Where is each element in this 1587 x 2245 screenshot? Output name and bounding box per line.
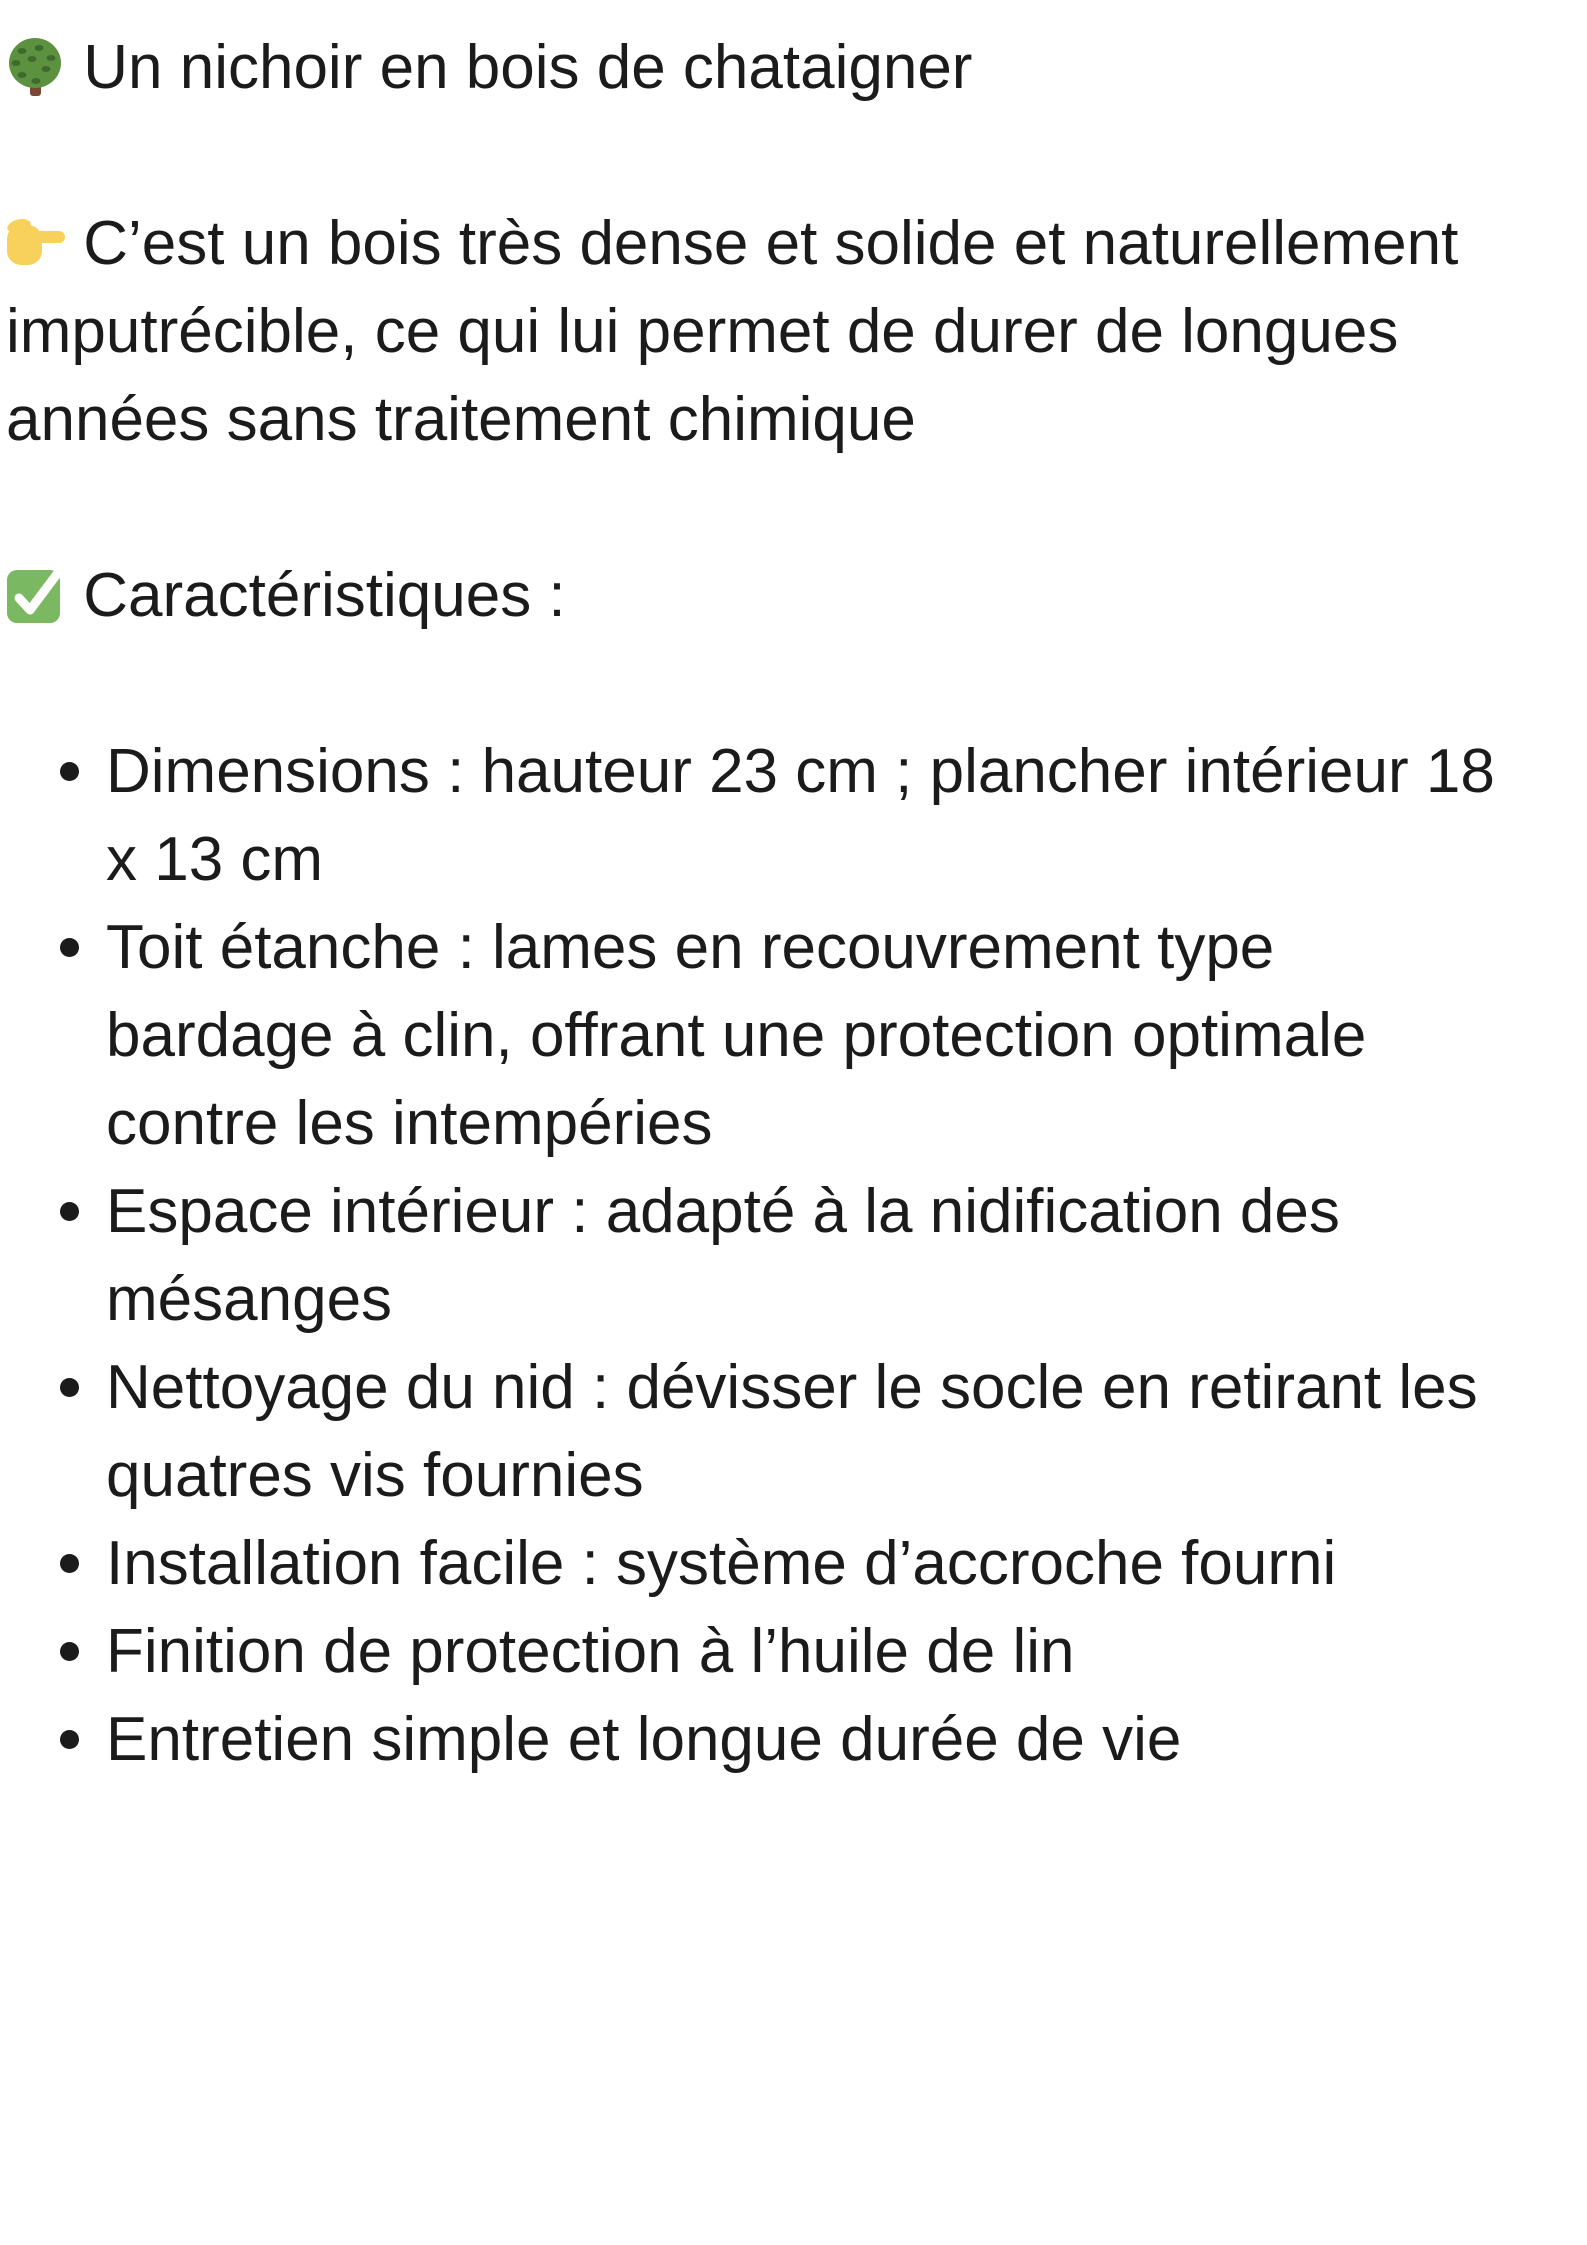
backhand-index-pointing-right-icon: [6, 213, 66, 273]
feature-item: Dimensions : hauteur 23 cm ; plancher intérieur 18 x 13 cm: [106, 728, 1510, 904]
page-title-text: Un nichoir en bois de chataigner: [83, 33, 973, 102]
feature-item: Espace intérieur : adapté à la nidification des mésanges: [106, 1168, 1510, 1344]
page-title: [6, 24, 1510, 112]
features-heading-text: Caractéristiques :: [83, 561, 566, 630]
feature-item: Entretien simple et longue durée de vie: [106, 1696, 1510, 1784]
tree-icon: [6, 37, 66, 97]
intro-paragraph: [6, 200, 1510, 464]
feature-item: Installation facile : système d’accroche fourni: [106, 1520, 1510, 1608]
features-list: [6, 728, 1510, 1784]
intro-paragraph-text: C’est un bois très dense et solide et naturellement imputrécible, ce qui lui permet de durer de longues années sans traitement chimique: [6, 209, 1459, 454]
feature-item: Nettoyage du nid : dévisser le socle en retirant les quatres vis fournies: [106, 1344, 1510, 1520]
feature-item: Toit étanche : lames en recouvrement type bardage à clin, offrant une protection optimale contre les intempéries: [106, 904, 1510, 1168]
features-heading: [6, 552, 1510, 640]
check-mark-button-icon: [6, 565, 66, 625]
feature-item: Finition de protection à l’huile de lin: [106, 1608, 1510, 1696]
